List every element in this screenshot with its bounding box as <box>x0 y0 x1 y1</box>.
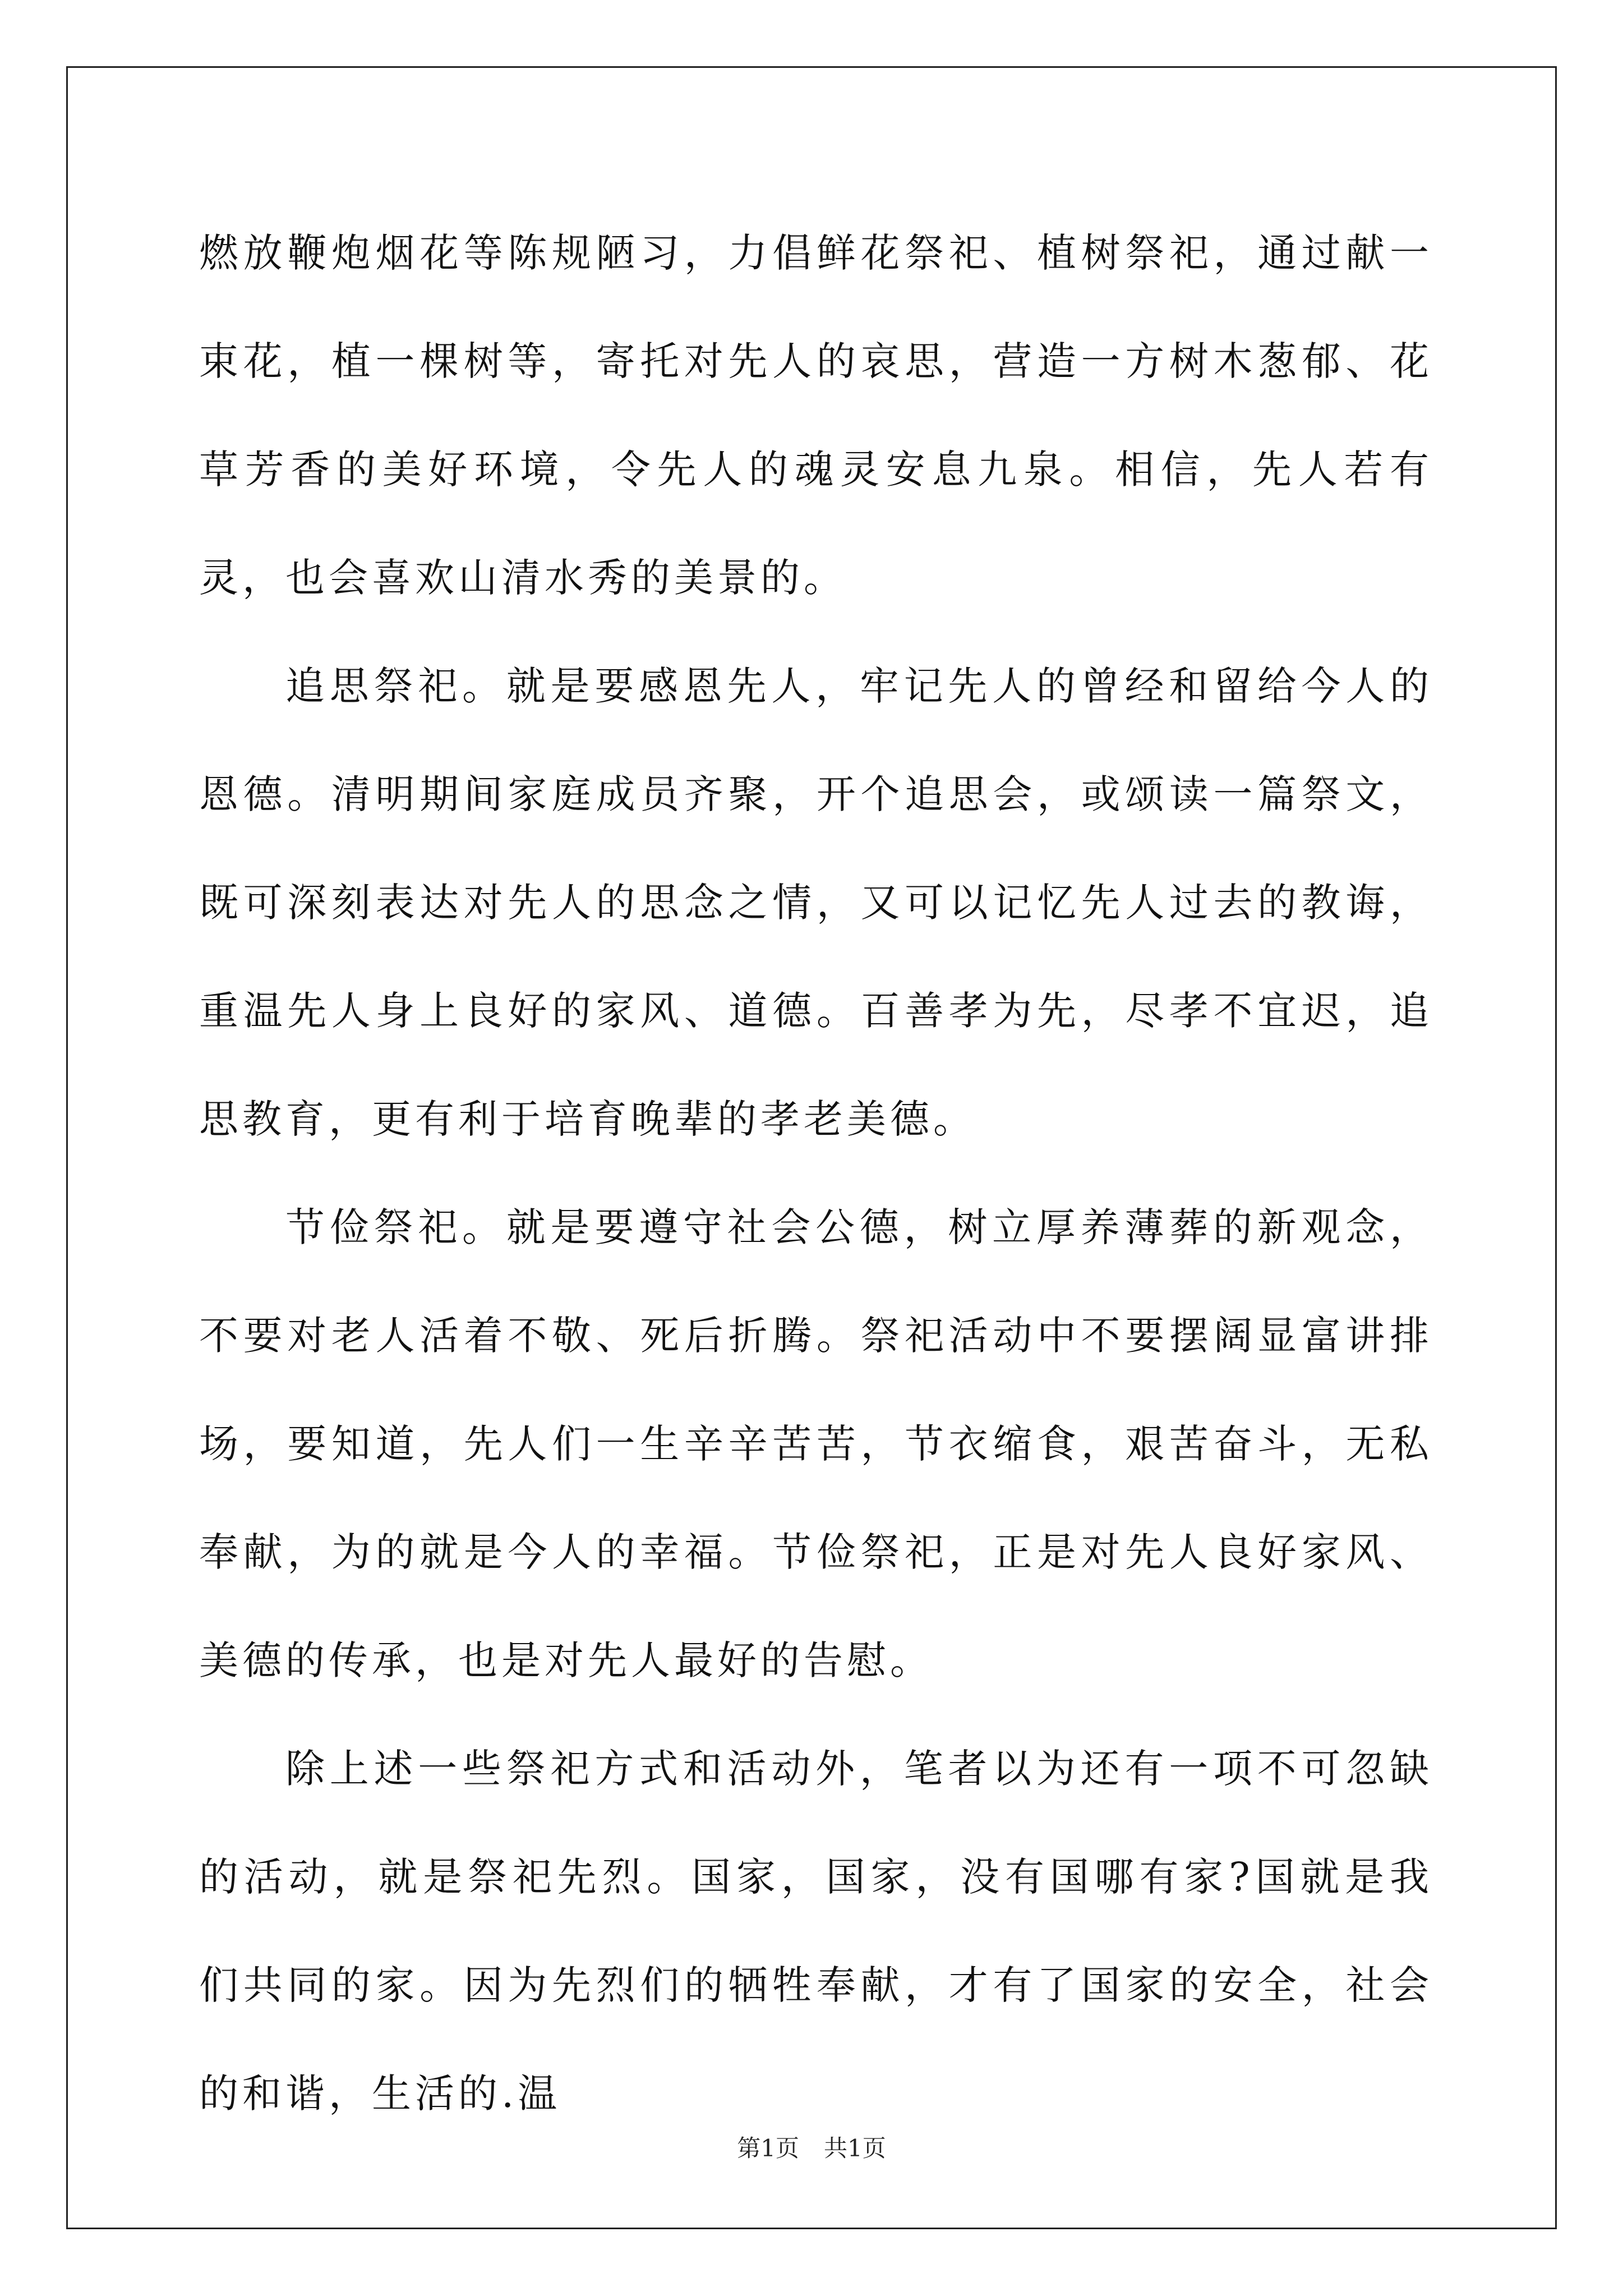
paragraph-4: 除上述一些祭祀方式和活动外，笔者以为还有一项不可忽缺的活动，就是祭祀先烈。国家，国家，没有国哪有家?国就是我们共同的家。因为先烈们的牺牲奉献，才有了国家的安全，社会的和谐，生活的.温 <box>199 1746 1433 2116</box>
paragraph-3: 节俭祭祀。就是要遵守社会公德，树立厚养薄葬的新观念，不要对老人活着不敬、死后折腾。祭祀活动中不要摆阔显富讲排场，要知道，先人们一生辛辛苦苦，节衣缩食，艰苦奋斗，无私奉献，为的就是今人的幸福。节俭祭祀，正是对先人良好家风、美德的传承，也是对先人最好的告慰。 <box>199 1204 1433 1683</box>
page-number: 第1页 <box>737 2134 799 2162</box>
page-total: 共1页 <box>824 2134 886 2162</box>
paragraph-2: 追思祭祀。就是要感恩先人，牢记先人的曾经和留给今人的恩德。清明期间家庭成员齐聚，开个追思会，或颂读一篇祭文，既可深刻表达对先人的思念之情，又可以记忆先人过去的教诲，重温先人身上良好的家风、道德。百善孝为先，尽孝不宜迟，追思教育，更有利于培育晚辈的孝老美德。 <box>199 663 1433 1142</box>
paragraph-1: 燃放鞭炮烟花等陈规陋习，力倡鲜花祭祀、植树祭祀，通过献一束花，植一棵树等，寄托对先人的哀思，营造一方树木葱郁、花草芳香的美好环境，令先人的魂灵安息九泉。相信，先人若有灵，也会喜欢山清水秀的美景的。 <box>199 230 1433 601</box>
document-body <box>199 199 1433 2148</box>
page-footer <box>0 2132 1623 2165</box>
